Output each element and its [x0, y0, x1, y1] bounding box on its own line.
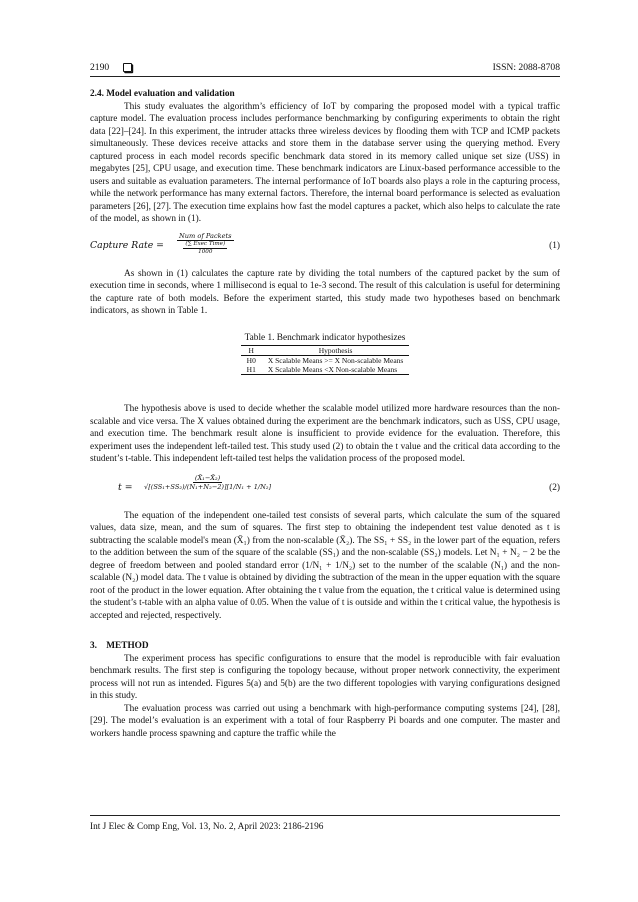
- table-cell: X Scalable Means <X Non-scalable Means: [262, 365, 410, 375]
- table-cell: H1: [241, 365, 262, 375]
- header-rule: [90, 76, 560, 77]
- benchmark-table: [241, 345, 410, 375]
- table-header-cell: Hypothesis: [262, 346, 410, 356]
- eq1-lhs: Capture Rate =: [90, 239, 164, 251]
- section-title-2-4: 2.4. Model evaluation and validation: [90, 89, 235, 99]
- eq1-number: (1): [549, 240, 560, 251]
- equation-1: [90, 232, 560, 262]
- spacer: [90, 318, 560, 332]
- table-header-cell: H: [241, 346, 262, 356]
- eq1-denominator-inner: (∑ Exec Time): [185, 240, 226, 247]
- eq1-denominator-sub: 1000: [198, 248, 213, 255]
- header-left: [90, 62, 132, 73]
- table-cell: H0: [246, 356, 256, 365]
- eq2-fraction: [142, 474, 273, 491]
- table-row: [241, 365, 410, 375]
- issn: ISSN: 2088-8708: [492, 62, 560, 73]
- page-header: [90, 62, 560, 73]
- eq1-fraction: [177, 232, 234, 256]
- spacer: [90, 375, 560, 403]
- paragraph: As shown in (1) calculates the capture rate by dividing the total numbers of the captured packet by the sum of execution time in seconds, where 1 millisecond is equal to 1e-3 second. The result of this calculation is useful for determining the capture rate of both models. Before the experiment started, this study made two hypotheses based on benchmark indicators, as shown in Table 1.: [90, 268, 560, 316]
- paragraph: The hypothesis above is used to decide whether the scalable model utilized more hardware resources than the non-scalable and vice versa. The X values obtained during the experiment are the benchmark indicators, such as USS, CPU usage, and execution time. The benchmark result alone is insufficient to provide evidence for the evaluation. Therefore, this experiment uses the independent left-tailed test. This study used (2) to obtain the t value and the critical data according to the student’s t-table. This independent left-tailed test helps the validation process of the proposed model.: [90, 404, 560, 464]
- paragraph: The evaluation process was carried out using a benchmark with high-performance computing systems [24], [28], [29]. The model’s evaluation is an experiment with a total of four Raspberry Pi boards and one computer. The master and workers handle process spawning and capture the traffic while the: [90, 703, 560, 739]
- eq1-numerator: Num of Packets: [179, 231, 232, 240]
- section-title-3: 3. METHOD: [90, 641, 149, 651]
- eq2-denominator: √[(SS₁+SS₂)/(N₁+N₂−2)][1/N₁ + 1/N₂]: [144, 482, 272, 491]
- spacer: [90, 622, 560, 640]
- table-cell: X Scalable Means >= X Non-scalable Means: [267, 356, 404, 365]
- eq1-inner-fraction: [183, 241, 227, 256]
- eq2-number: (2): [549, 482, 560, 493]
- square-icon: [123, 63, 132, 72]
- page-footer: Int J Elec & Comp Eng, Vol. 13, No. 2, April 2023: 2186-2196: [90, 822, 324, 832]
- table-caption: Table 1. Benchmark indicator hypothesizes: [244, 332, 406, 343]
- page-body: [90, 88, 560, 740]
- eq2-numerator: (X̄₁−X̄₂): [194, 473, 221, 482]
- eq2-lhs: t =: [118, 481, 133, 493]
- table-row: [241, 356, 410, 366]
- equation-2: [90, 474, 560, 504]
- paragraph: The experiment process has specific configurations to ensure that the model is reproducible with fair evaluation benchmark results. The first step is configuring the topology because, without proper network connectivity, the experiment process will not run as intended. Figures 5(a) and 5(b) are the two different topologies with varying configurations designed in this study.: [90, 653, 560, 701]
- table-header-row: [241, 346, 410, 356]
- page-number: 2190: [90, 62, 110, 73]
- paragraph: The equation of the independent one-tailed test consists of several parts, which calculate the sum of the squared values, data size, mean, and the sum of squares. The first step to obtaining the independent test value denoted as t is subtracting the scalable model's mean (X̄₁) from the non-scalable (X̄₂). The SS₁ + SS₂ in the lower part of the equation, refers to the addition between the sum of the square of the scalable (SS₁) and the non-scalable (SS₂) models. Let N₁ + N₂ − 2 be the degree of freedom between and pooled standard error (1/N₁ + 1/N₂) set to the number of the scalable (N₁) and the non-scalable (N₂) model data. The t value is obtained by dividing the subtraction of the mean in the upper equation with the square root of the product in the lower equation. After obtaining the t value from the equation, the t critical value is determined using the student’s t-table with an alpha value of 0.05. When the value of t is outside and within the t critical value, the hypothesis is accepted and rejected, respectively.: [90, 510, 560, 621]
- eq1-denominator: [181, 241, 229, 256]
- paragraph: This study evaluates the algorithm’s efficiency of IoT by comparing the proposed model with a typical traffic capture model. The evaluation process includes performance benchmarking by configuring experiments to obtain the right data [22]–[24]. In this experiment, the intruder attacks three wireless devices by flooding them with TCP and ICMP packets simultaneously. These devices receive attacks and store them in the database server using the querying method. Every captured process in each model records specific benchmark data stored in its memory called unique set size (USS) in megabytes [25], CPU usage, and execution time. These benchmark indicators are Linux-based performance accessible to the users and suitable as evaluation parameters. The internal performance of IoT boards also plays a role in the capturing process, while the network performance has many external factors. Therefore, the internal board performance is selected as evaluation parameters [26], [27]. The execution time explains how fast the model captures a packet, which also helps to calculate the rate of the model, as shown in (1).: [90, 101, 560, 224]
- footer-rule: [90, 815, 560, 816]
